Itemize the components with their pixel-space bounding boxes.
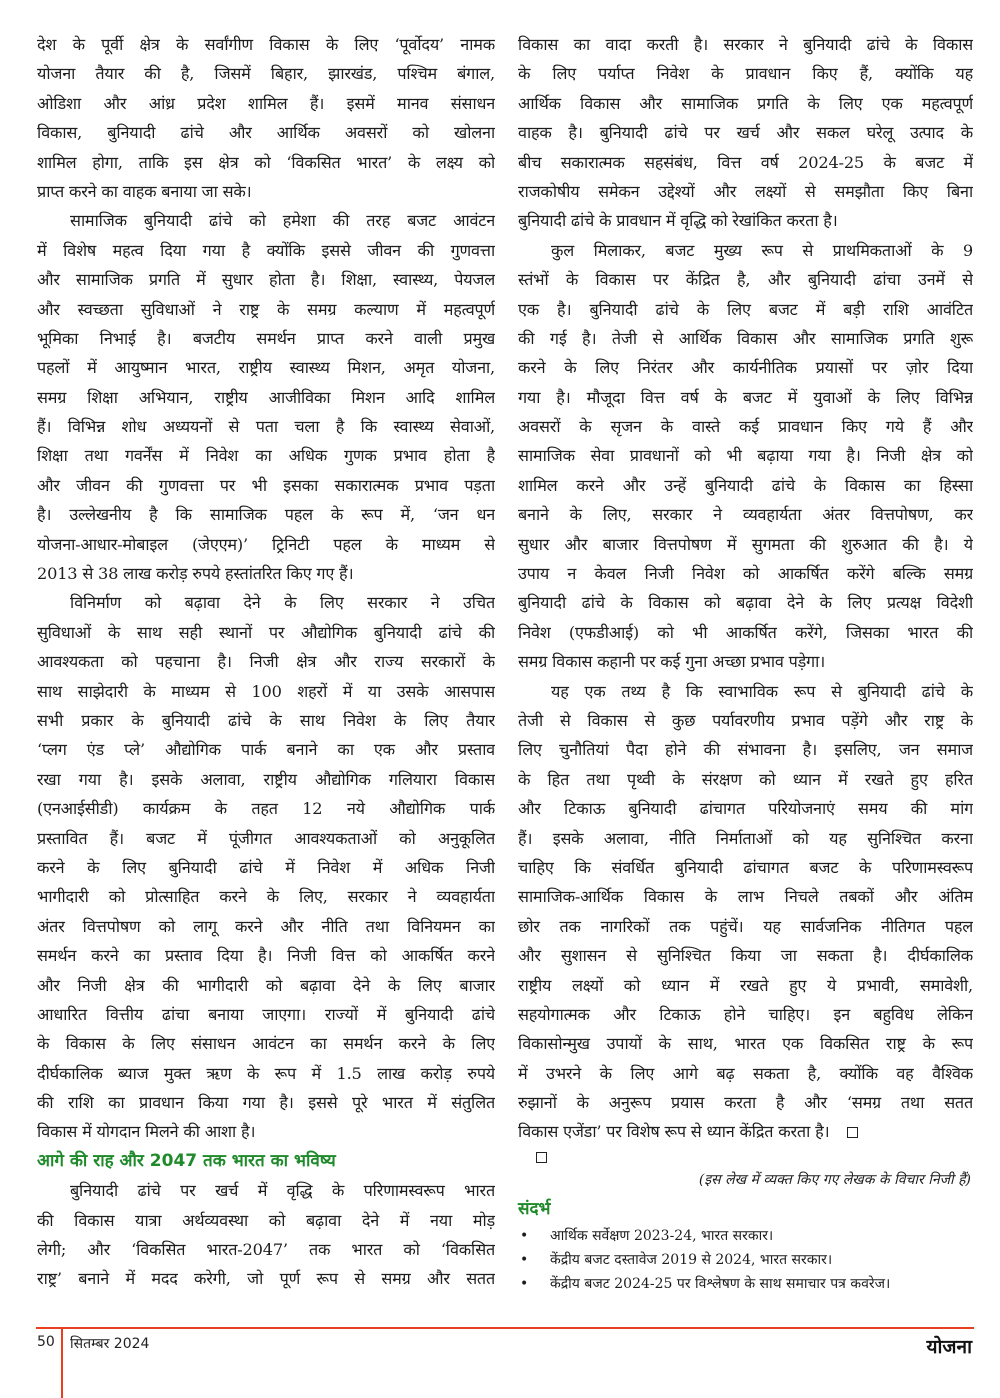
text-line: सभी प्रकार के बुनियादी ढांचे के साथ निवेश के लिए तैयार (37, 710, 495, 730)
reference-item (518, 1272, 973, 1296)
paragraph (518, 677, 973, 1166)
text-line: और निजी क्षेत्र की भागीदारी को बढ़ावा देने के लिए बाजार (37, 975, 495, 995)
text-line: विकास का वादा करती है। सरकार ने बुनियादी ढांचे के विकास (518, 35, 973, 54)
section-heading: आगे की राह और 2047 तक भारत का भविष्य (37, 1150, 336, 1171)
paragraph (518, 30, 973, 236)
text-line: विकास, बुनियादी ढांचे और आर्थिक अवसरों को खोलना (37, 123, 495, 143)
text-line: हैं। विभिन्न शोध अध्ययनों से पता चला है कि स्वास्थ्य सेवाओं, (37, 417, 495, 437)
text-line: शामिल करने और उन्हें बुनियादी ढांचे के विकास का हिस्सा (518, 475, 973, 495)
paragraph (37, 588, 495, 1146)
text-line: अवसरों के सृजन के वास्ते कई प्रावधान किए गये हैं और (518, 417, 973, 437)
text-line: हैं। इसके अलावा, नीति निर्माताओं को यह सुनिश्चित करना (518, 828, 973, 848)
text-line: विनिर्माण को बढ़ावा देने के लिए सरकार ने उचित (70, 593, 495, 613)
text-line: साथ साझेदारी के माध्यम से 100 शहरों में या उसके आसपास (37, 681, 495, 701)
text-line: में उभरने के लिए आगे बढ़ सकता है, क्योंकि वह वैश्विक (518, 1063, 973, 1083)
paragraph (37, 30, 495, 206)
text-line: और टिकाऊ बुनियादी ढांचागत परियोजनाएं समय की मांग (518, 799, 973, 819)
text-line: आधारित वित्तीय ढांचा बनाया जाएगा। राज्यों में बुनियादी ढांचे (37, 1004, 495, 1024)
text-line: स्तंभों के विकास पर केंद्रित है, और बुनियादी ढांचा उनमें से (518, 270, 973, 290)
references-heading: संदर्भ (518, 1198, 551, 1219)
text-line: सामाजिक बुनियादी ढांचे को हमेशा की तरह बजट आवंटन (70, 211, 495, 231)
text-line: बनाने के लिए, सरकार ने व्यवहार्यता अंतर वित्तपोषण, कर (518, 505, 973, 525)
text-line: यह एक तथ्य है कि स्वाभाविक रूप से बुनियादी ढांचे के (551, 681, 973, 701)
text-line: की गई है। तेजी से आर्थिक विकास और सामाजिक प्रगति शुरू (518, 328, 973, 348)
text-line: लेगी; और ‘विकसित भारत-2047’ तक भारत को ‘विकसित (37, 1240, 495, 1260)
text-line: सुधार और बाजार वित्तपोषण में सुगमता की शुरुआत की है। ये (518, 534, 973, 554)
reference-item (518, 1224, 973, 1248)
text-line: (एनआईसीडी) कार्यक्रम के तहत 12 नये औद्योगिक पार्क (37, 799, 495, 819)
text-line: वाहक है। बुनियादी ढांचे पर खर्च और सकल घरेलू उत्पाद के (518, 123, 973, 143)
text-line: राष्ट्र’ बनाने में मदद करेगी, जो पूर्ण रूप से समग्र और सतत (37, 1269, 495, 1289)
text-line: सुविधाओं के साथ सही स्थानों पर औद्योगिक बुनियादी ढांचे की (37, 622, 495, 642)
paragraph (37, 206, 495, 588)
page-number: 50 (37, 1334, 55, 1350)
footer-divider (36, 1327, 974, 1329)
text-line: बुनियादी ढांचे के विकास को बढ़ावा देने के लिए प्रत्यक्ष विदेशी (518, 593, 973, 613)
text-line: और सुशासन से सुनिश्चित किया जा सकता है। दीर्घकालिक (518, 946, 973, 966)
text-line: समग्र विकास कहानी पर कई गुना अच्छा प्रभाव पड़ेगा। (518, 652, 826, 672)
author-disclaimer: (इस लेख में व्यक्त किए गए लेखक के विचार निजी हैं) (698, 1171, 971, 1188)
text-line: और सामाजिक प्रगति में सुधार होता है। शिक्षा, स्वास्थ्य, पेयजल (37, 270, 495, 290)
text-line: बुनियादी ढांचे पर खर्च में वृद्धि के परिणामस्वरूप भारत (70, 1181, 495, 1201)
text-line: लिए चुनौतियां पैदा होने की संभावना है। इसलिए, जन समाज (518, 740, 973, 760)
reference-text: केंद्रीय बजट 2024-25 पर विश्लेषण के साथ समाचार पत्र कवरेज। (550, 1275, 891, 1292)
text-line: है। उल्लेखनीय है कि सामाजिक पहल के रूप में, ‘जन धन (37, 505, 495, 525)
text-line: समर्थन करने का प्रस्ताव दिया है। निजी वित्त को आकर्षित करने (37, 946, 495, 966)
end-of-article-icon (847, 1127, 858, 1138)
text-line: और स्वच्छता सुविधाओं ने राष्ट्र के समग्र कल्याण में महत्वपूर्ण (37, 299, 495, 319)
text-line: तेजी से विकास से कुछ पर्यावरणीय प्रभाव पड़ेंगे और राष्ट्र के (518, 710, 973, 730)
text-line: चाहिए कि संवर्धित बुनियादी ढांचागत बजट के परिणामस्वरूप (518, 857, 973, 877)
text-line: ‘प्लग एंड प्ले’ औद्योगिक पार्क बनाने का एक और प्रस्ताव (37, 740, 495, 760)
bullet-icon: • (520, 1275, 529, 1292)
text-line: भूमिका निभाई है। बजटीय समर्थन प्राप्त करने वाली प्रमुख (37, 328, 495, 348)
text-line: एक है। बुनियादी ढांचे के लिए बजट में बड़ी राशि आवंटित (518, 299, 973, 319)
text-line: विकास में योगदान मिलने की आशा है। (37, 1122, 256, 1142)
text-line: के लिए पर्याप्त निवेश के प्रावधान किए हैं, क्योंकि यह (518, 64, 973, 84)
text-line: रुझानों के अनुरूप प्रयास करता है और ‘समग्र तथा सतत (518, 1093, 973, 1113)
text-line: सामाजिक सेवा प्रावधानों को भी बढ़ाया गया है। निजी क्षेत्र को (518, 446, 973, 466)
reference-text: आर्थिक सर्वेक्षण 2023-24, भारत सरकार। (550, 1227, 774, 1244)
magazine-name: योजना (926, 1336, 972, 1358)
bullet-icon: • (520, 1251, 529, 1268)
text-line: की विकास यात्रा अर्थव्यवस्था को बढ़ावा देने में नया मोड़ (37, 1210, 495, 1230)
text-line: छोर तक नागरिकों तक पहुंचें। यह सार्वजनिक नीतिगत पहल (518, 916, 973, 936)
text-line: की राशि का प्रावधान किया गया है। इससे पूरे भारत में संतुलित (37, 1093, 495, 1113)
text-line: अंतर वित्तपोषण को लागू करने और नीति तथा विनियमन का (37, 916, 495, 936)
text-line: सामाजिक-आर्थिक विकास के लाभ निचले तबकों और अंतिम (518, 887, 973, 907)
references-list (518, 1224, 973, 1296)
paragraph (37, 1176, 495, 1294)
text-line: कुल मिलाकर, बजट मुख्य रूप से प्राथमिकताओं के 9 (551, 240, 973, 260)
text-line: ओडिशा और आंध्र प्रदेश शामिल हैं। इसमें मानव संसाधन (37, 93, 495, 113)
text-line: विकासोन्मुख उपायों के साथ, भारत एक विकसित राष्ट्र के रूप (518, 1034, 973, 1054)
text-line: भागीदारी को प्रोत्साहित करने के लिए, सरकार ने व्यवहार्यता (37, 887, 495, 907)
text-line: आवश्यकता को पहचाना है। निजी क्षेत्र और राज्य सरकारों के (37, 652, 495, 672)
text-line: शामिल होगा, ताकि इस क्षेत्र को ‘विकसित भारत’ के लक्ष्य को (37, 152, 495, 172)
text-line: राजकोषीय समेकन उद्देश्यों और लक्ष्यों से समझौता किए बिना (518, 181, 973, 201)
paragraph (518, 236, 973, 677)
text-line: योजना तैयार की है, जिसमें बिहार, झारखंड, पश्चिम बंगाल, (37, 64, 495, 84)
bullet-icon: • (520, 1227, 529, 1244)
text-line: के विकास के लिए संसाधन आवंटन का समर्थन करने के लिए (37, 1034, 495, 1054)
text-line: राष्ट्रीय लक्ष्यों को ध्यान में रखते हुए ये प्रभावी, समावेशी, (518, 975, 973, 995)
reference-text: केंद्रीय बजट दस्तावेज 2019 से 2024, भारत सरकार। (550, 1251, 833, 1268)
text-line: और जीवन की गुणवत्ता पर भी इसका सकारात्मक प्रभाव पड़ता (37, 475, 495, 495)
text-line: दीर्घकालिक ब्याज मुक्त ऋण के रूप में 1.5 लाख करोड़ रुपये (37, 1063, 495, 1083)
left-column (37, 30, 495, 1294)
text-line: विकास एजेंडा’ पर विशेष रूप से ध्यान केंद्रित करता है। (518, 1117, 973, 1146)
text-line: योजना-आधार-मोबाइल (जेएएम)’ ट्रिनिटी पहल के माध्यम से (37, 534, 495, 554)
issue-date: सितम्बर 2024 (70, 1336, 150, 1352)
text-line: शिक्षा तथा गवर्नेंस में निवेश का अधिक गुणक प्रभाव होता है (37, 446, 495, 466)
text-line: निवेश (एफडीआई) को भी आकर्षित करेंगे, जिसका भारत की (518, 622, 973, 642)
text-line: उपाय न केवल निजी निवेश को आकर्षित करेंगे बल्कि समग्र (518, 564, 973, 584)
right-column (518, 30, 973, 1296)
footer-vertical-divider (61, 1328, 63, 1398)
text-line: प्राप्त करने का वाहक बनाया जा सके। (37, 181, 252, 201)
text-line: के हित तथा पृथ्वी के संरक्षण को ध्यान में रखते हुए हरित (518, 769, 973, 789)
text-line: करने के लिए बुनियादी ढांचे में निवेश में अधिक निजी (37, 857, 495, 877)
text-line: सहयोगात्मक और टिकाऊ होने चाहिए। इन बहुविध लेकिन (518, 1004, 973, 1024)
text-line: 2013 से 38 लाख करोड़ रुपये हस्तांतरित किए गए हैं। (37, 564, 354, 584)
text-line: रखा गया है। इसके अलावा, राष्ट्रीय औद्योगिक गलियारा विकास (37, 769, 495, 789)
reference-item (518, 1248, 973, 1272)
text-line: करने के लिए निरंतर और कार्यनीतिक प्रयासों पर ज़ोर दिया (518, 358, 973, 378)
text-line: पहलों में आयुष्मान भारत, राष्ट्रीय स्वास्थ्य मिशन, अमृत योजना, (37, 358, 495, 378)
text-line: बुनियादी ढांचे के प्रावधान में वृद्धि को रेखांकित करता है। (518, 211, 838, 231)
text-line: आर्थिक विकास और सामाजिक प्रगति के लिए एक महत्वपूर्ण (518, 93, 973, 113)
text-line: प्रस्तावित हैं। बजट में पूंजीगत आवश्यकताओं को अनुकूलित (37, 828, 495, 848)
text-line: गया है। मौजूदा वित्त वर्ष के बजट में युवाओं के लिए विभिन्न (518, 387, 973, 407)
text-line: देश के पूर्वी क्षेत्र के सर्वांगीण विकास के लिए ‘पूर्वोदय’ नामक (37, 35, 495, 54)
text-line: बीच सकारात्मक सहसंबंध, वित्त वर्ष 2024-25 के बजट में (518, 152, 973, 172)
end-of-article-icon (536, 1152, 547, 1163)
text-line: समग्र शिक्षा अभियान, राष्ट्रीय आजीविका मिशन आदि शामिल (37, 387, 495, 407)
text-line: में विशेष महत्व दिया गया है क्योंकि इससे जीवन की गुणवत्ता (37, 240, 495, 260)
